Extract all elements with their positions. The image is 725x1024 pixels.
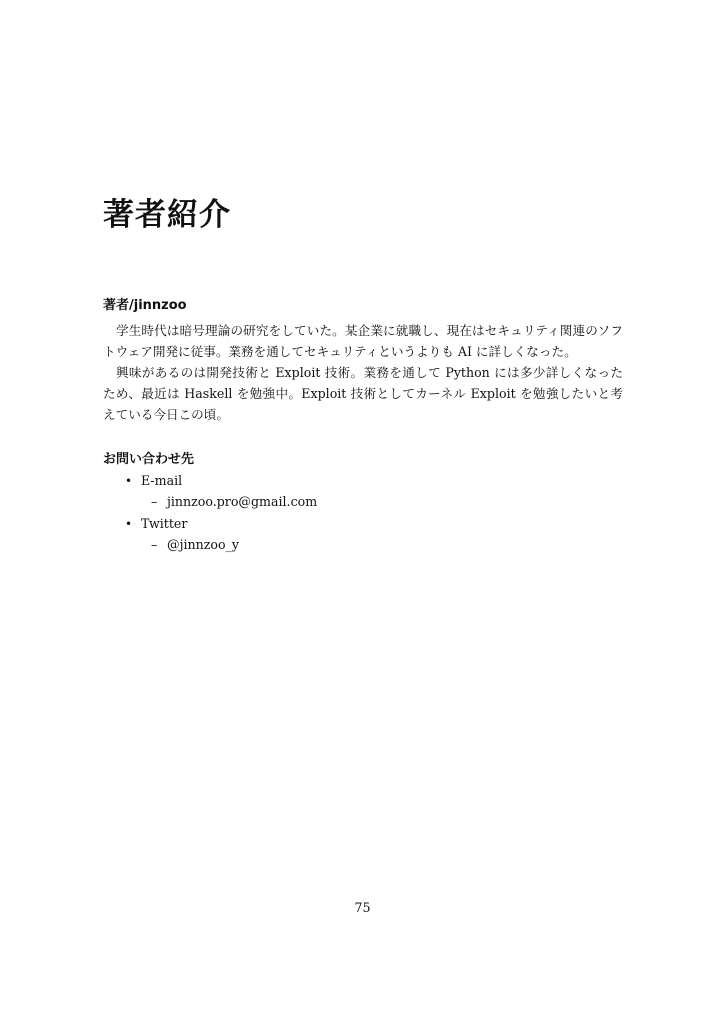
contact-item-label: E-mail [141, 473, 183, 488]
twitter-handle[interactable]: @jinnzoo_y [167, 537, 239, 552]
author-bio-paragraph-2: 興味があるのは開発技術と Exploit 技術。業務を通して Python には多少詳しくなったため、最近は Haskell を勉強中。Exploit 技術としてカーネル Exploit を勉強したいと考えている今日この頃。 [103, 365, 623, 422]
author-heading: 著者/jinnzoo [103, 298, 187, 313]
author-bio-paragraph-1: 学生時代は暗号理論の研究をしていた。某企業に就職し、現在はセキュリティ関連のソフトウェア開発に従事。業務を通してセキュリティというよりも AI に詳しくなった。 [103, 323, 623, 359]
bullet-icon: • [125, 474, 133, 488]
contact-item-email [125, 472, 182, 490]
bullet-icon: • [125, 517, 133, 531]
email-address[interactable]: jinnzoo.pro@gmail.com [167, 494, 318, 509]
page-number: 75 [354, 900, 371, 915]
contact-item-label: Twitter [141, 516, 188, 531]
dash-icon: – [151, 494, 158, 509]
contact-subitem-twitter [151, 536, 239, 554]
contact-item-twitter [125, 515, 187, 533]
contact-heading: お問い合わせ先 [103, 452, 195, 467]
contact-subitem-email [151, 493, 317, 511]
dash-icon: – [151, 537, 158, 552]
page-title: 著者紹介 [103, 197, 231, 233]
